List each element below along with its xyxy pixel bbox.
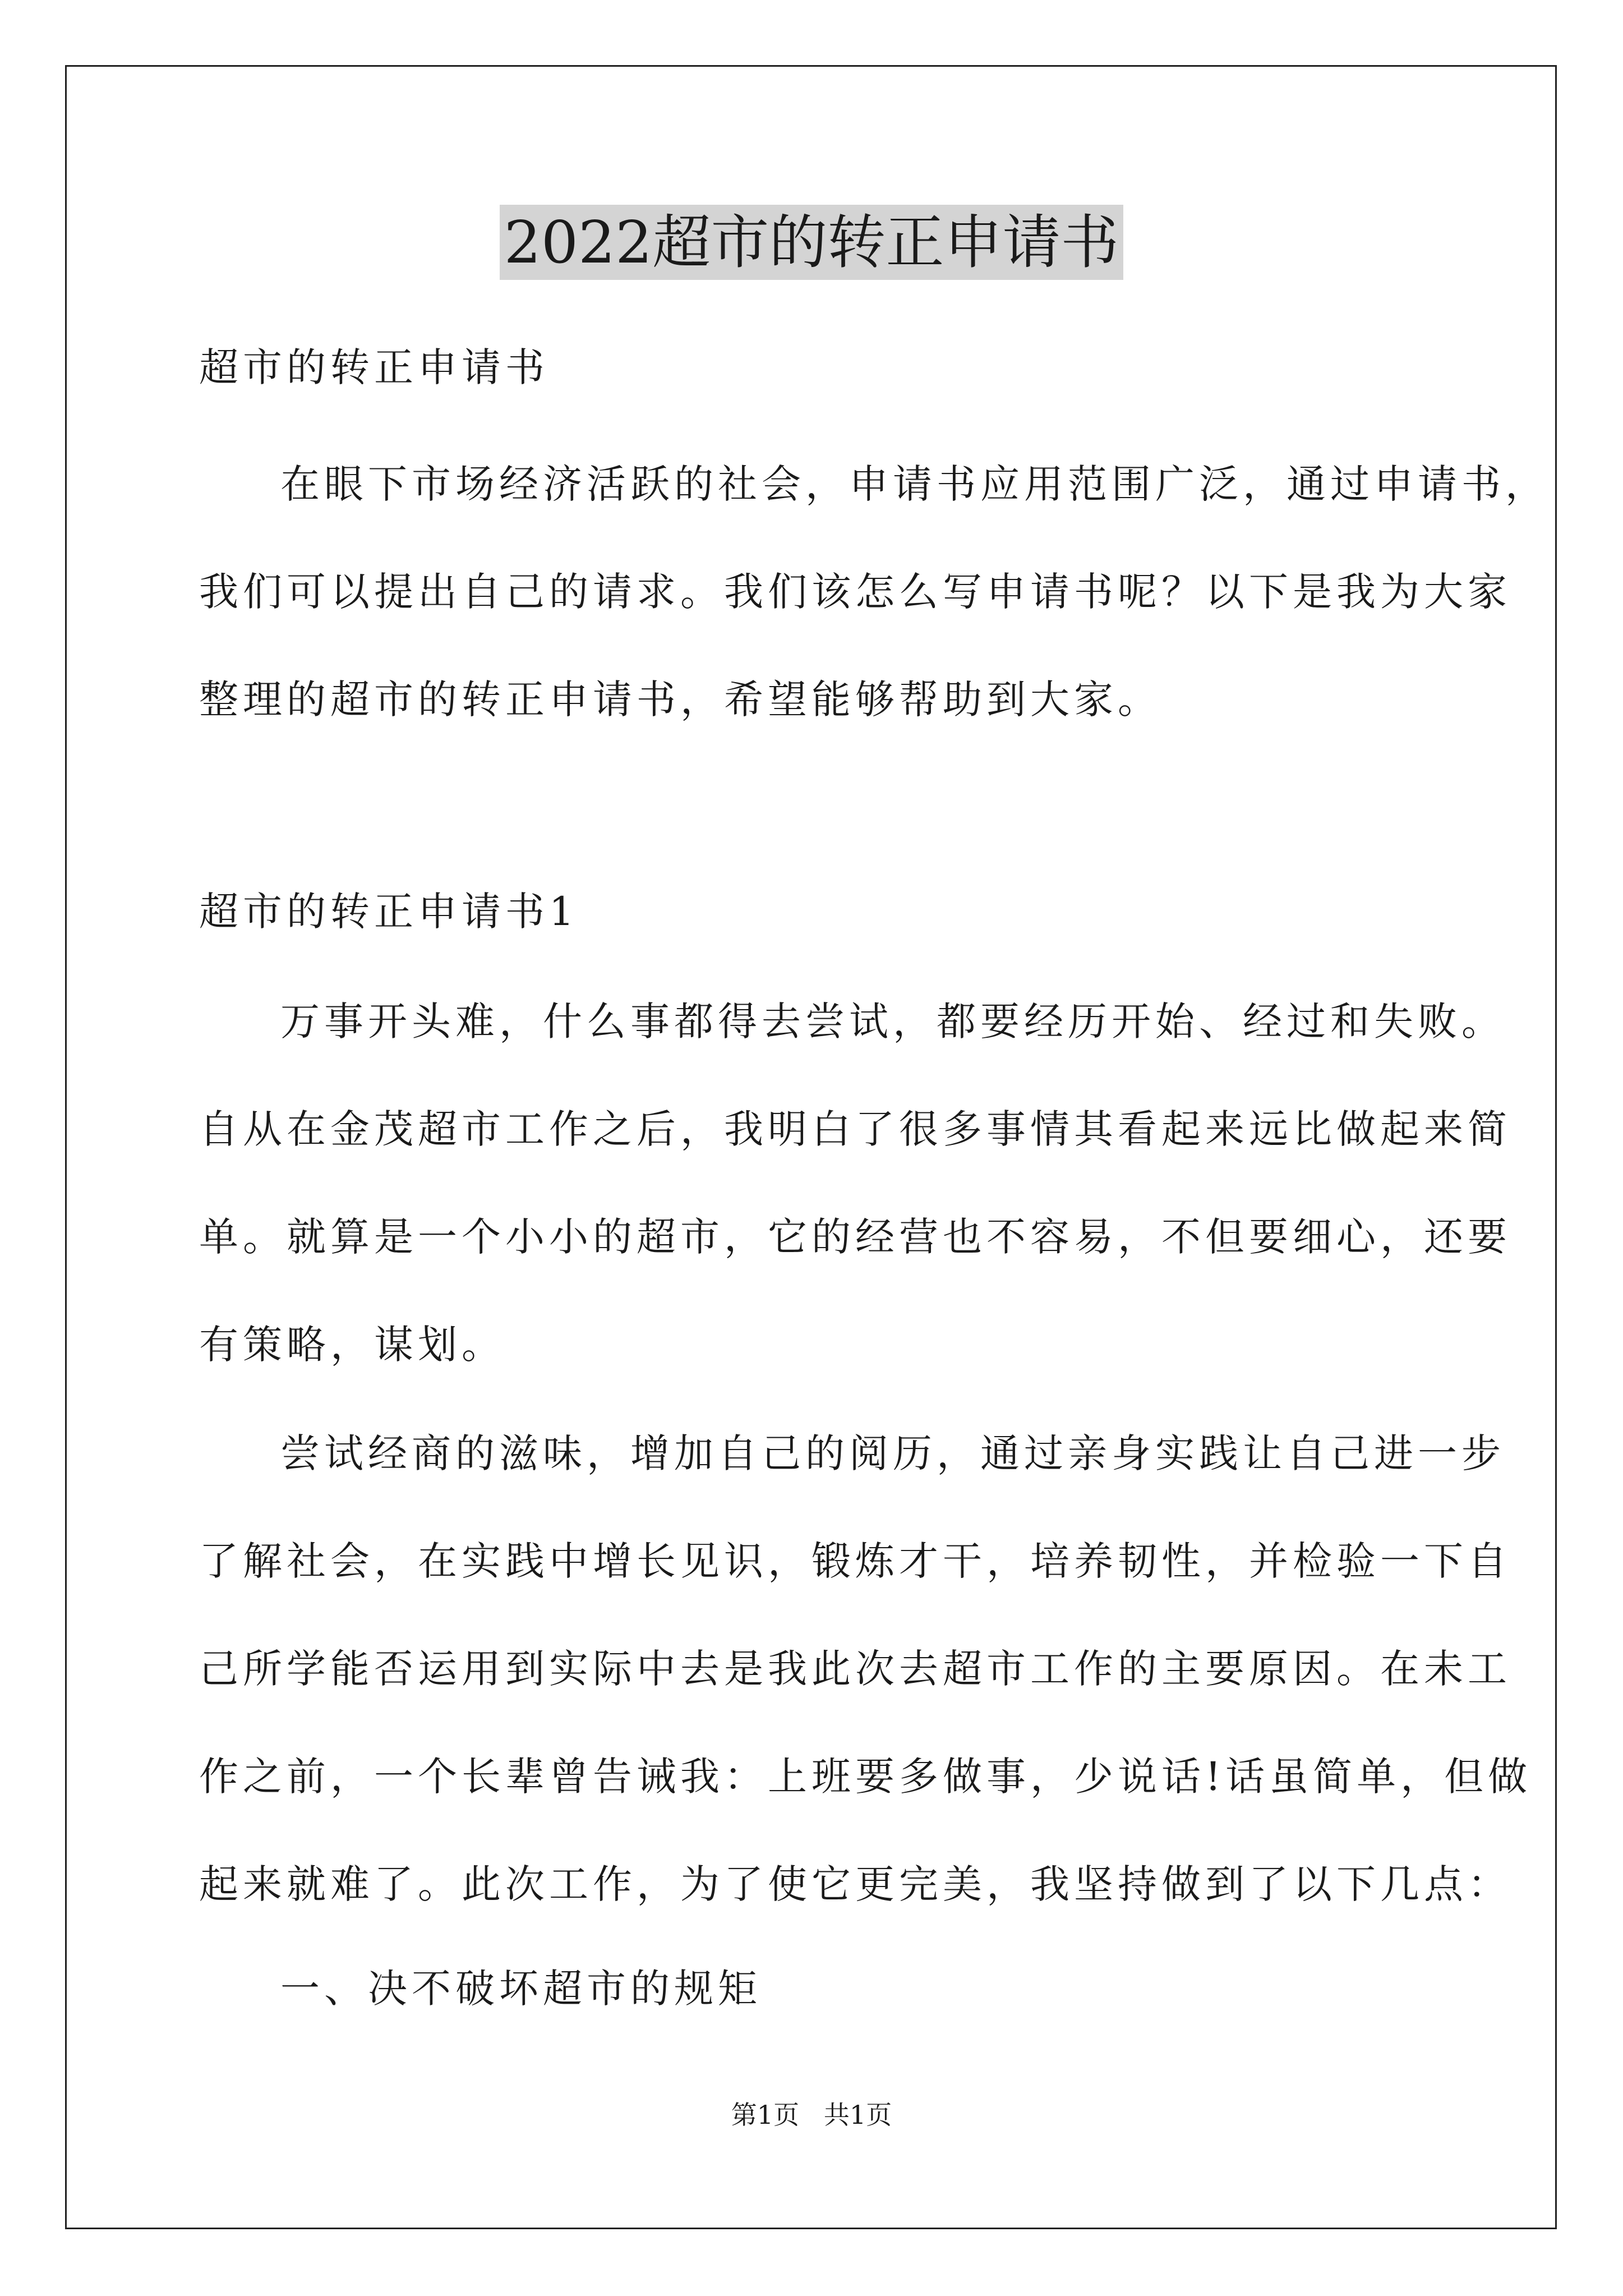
paragraph-line: 整理的超市的转正申请书，希望能够帮助到大家。 bbox=[199, 677, 1161, 723]
section-heading: 超市的转正申请书1 bbox=[199, 889, 579, 935]
section-heading: 超市的转正申请书 bbox=[199, 344, 549, 390]
paragraph-line: 了解社会，在实践中增长见识，锻炼才干，培养韧性，并检验一下自 bbox=[199, 1538, 1511, 1584]
paragraph-line: 自从在金茂超市工作之后，我明白了很多事情其看起来远比做起来简 bbox=[199, 1106, 1511, 1152]
paragraph-line: 有策略，谋划。 bbox=[199, 1322, 505, 1368]
paragraph-line: 作之前，一个长辈曾告诫我：上班要多做事，少说话!话虽简单，但做 bbox=[199, 1754, 1532, 1800]
paragraph-line: 起来就难了。此次工作，为了使它更完美，我坚持做到了以下几点： bbox=[199, 1861, 1511, 1907]
paragraph-line: 单。就算是一个小小的超市，它的经营也不容易，不但要细心，还要 bbox=[199, 1214, 1511, 1260]
paragraph-line: 尝试经商的滋味，增加自己的阅历，通过亲身实践让自己进一步 bbox=[280, 1430, 1505, 1476]
paragraph-line: 在眼下市场经济活跃的社会，申请书应用范围广泛，通过申请书， bbox=[280, 461, 1549, 507]
paragraph-line: 我们可以提出自己的请求。我们该怎么写申请书呢？以下是我为大家 bbox=[199, 569, 1511, 615]
list-item-heading: 一、决不破坏超市的规矩 bbox=[280, 1966, 762, 2012]
paragraph-line: 己所学能否运用到实际中去是我此次去超市工作的主要原因。在未工 bbox=[199, 1646, 1511, 1692]
page-footer: 第1页 共1页 bbox=[731, 2100, 892, 2130]
document-title-text: 2022超市的转正申请书 bbox=[500, 205, 1124, 280]
paragraph-line: 万事开头难，什么事都得去尝试，都要经历开始、经过和失败。 bbox=[280, 999, 1505, 1045]
document-title bbox=[0, 203, 1623, 282]
